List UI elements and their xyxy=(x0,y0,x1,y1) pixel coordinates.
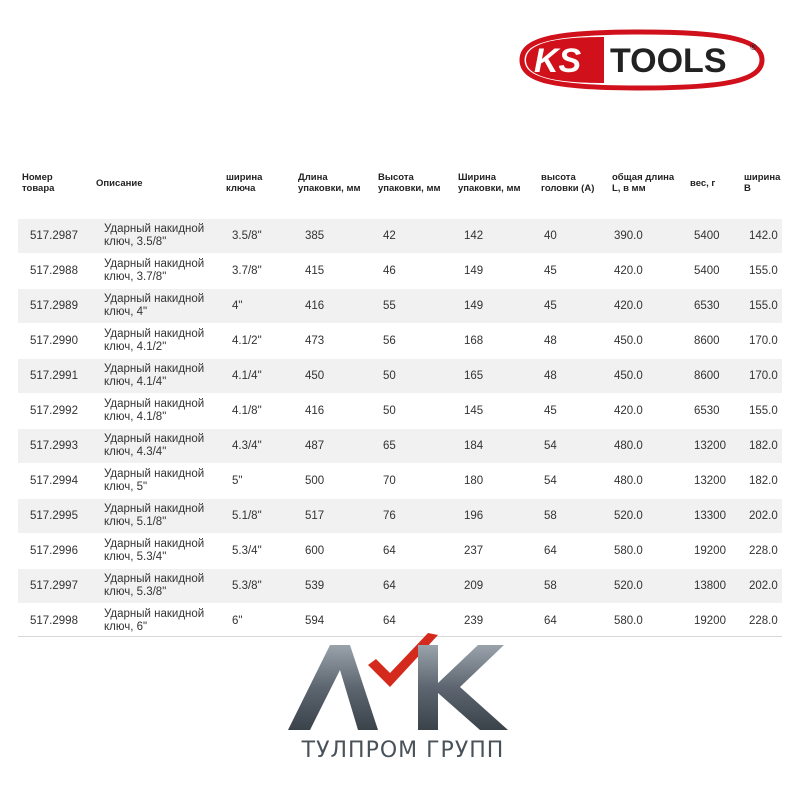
cell-total-length: 420.0 xyxy=(614,300,643,312)
table-row xyxy=(18,219,782,253)
table-row xyxy=(18,289,782,323)
cell-pack-length: 416 xyxy=(305,300,325,312)
cell-key-width: 4.1/4" xyxy=(232,370,262,382)
header-item-number-line1: Номер xyxy=(22,172,53,183)
cell-key-width: 5.3/4" xyxy=(232,545,262,557)
header-pack-width-line2: упаковки, мм xyxy=(458,183,521,194)
cell-head-height: 48 xyxy=(544,370,557,382)
cell-pack-width: 237 xyxy=(464,545,484,557)
cell-total-length: 390.0 xyxy=(614,230,643,242)
cell-description xyxy=(104,538,204,564)
cell-width-b: 170.0 xyxy=(749,335,778,347)
cell-key-width: 4" xyxy=(232,300,243,312)
description-line2: ключ, 4.1/8" xyxy=(104,411,167,423)
cell-width-b: 170.0 xyxy=(749,370,778,382)
description-line1: Ударный накидной xyxy=(104,398,205,410)
cell-description xyxy=(104,608,204,634)
cell-weight: 8600 xyxy=(694,370,720,382)
cell-pack-width: 142 xyxy=(464,230,484,242)
cell-total-length: 520.0 xyxy=(614,580,643,592)
cell-weight: 6530 xyxy=(694,405,720,417)
cell-description xyxy=(104,363,204,389)
amk-caption: ТУЛПРОМ ГРУПП xyxy=(301,738,505,763)
cell-head-height: 54 xyxy=(544,475,557,487)
header-pack-height-line1: Высота xyxy=(378,172,414,183)
header-pack-height-line2: упаковки, мм xyxy=(378,183,441,194)
cell-head-height: 45 xyxy=(544,405,557,417)
header-weight xyxy=(690,178,715,189)
cell-description xyxy=(104,293,204,319)
cell-pack-length: 450 xyxy=(305,370,325,382)
header-pack-length xyxy=(298,172,361,194)
cell-pack-length: 539 xyxy=(305,580,325,592)
description-line1: Ударный накидной xyxy=(104,468,205,480)
cell-weight: 5400 xyxy=(694,265,720,277)
cell-description xyxy=(104,433,204,459)
description-line2: ключ, 4.1/4" xyxy=(104,376,167,388)
cell-item-number: 517.2993 xyxy=(30,440,78,452)
header-pack-length-line2: упаковки, мм xyxy=(298,183,361,194)
description-line1: Ударный накидной xyxy=(104,608,205,620)
logo-ks-text: KS xyxy=(534,42,582,80)
description-line2: ключ, 5.3/8" xyxy=(104,586,167,598)
cell-weight: 5400 xyxy=(694,230,720,242)
cell-pack-width: 209 xyxy=(464,580,484,592)
cell-pack-width: 168 xyxy=(464,335,484,347)
description-line1: Ударный накидной xyxy=(104,363,205,375)
cell-pack-height: 46 xyxy=(383,265,396,277)
cell-width-b: 202.0 xyxy=(749,580,778,592)
cell-description xyxy=(104,223,204,249)
header-pack-width xyxy=(458,172,521,194)
cell-pack-width: 196 xyxy=(464,510,484,522)
cell-item-number: 517.2995 xyxy=(30,510,78,522)
header-weight-line1: вес, г xyxy=(690,178,716,189)
cell-total-length: 450.0 xyxy=(614,335,643,347)
logo-registered-mark: ® xyxy=(750,42,757,52)
cell-item-number: 517.2994 xyxy=(30,475,78,487)
cell-description xyxy=(104,398,204,424)
table-row xyxy=(18,534,782,568)
cell-item-number: 517.2989 xyxy=(30,300,78,312)
cell-pack-height: 50 xyxy=(383,405,396,417)
header-pack-width-line1: Ширина xyxy=(458,172,497,183)
cell-head-height: 45 xyxy=(544,265,557,277)
cell-width-b: 155.0 xyxy=(749,300,778,312)
description-line1: Ударный накидной xyxy=(104,223,205,235)
cell-pack-length: 500 xyxy=(305,475,325,487)
cell-total-length: 450.0 xyxy=(614,370,643,382)
description-line2: ключ, 4.1/2" xyxy=(104,341,167,353)
description-line1: Ударный накидной xyxy=(104,328,205,340)
header-total-length xyxy=(612,172,674,194)
cell-pack-height: 65 xyxy=(383,440,396,452)
header-total-length-line2: L, в мм xyxy=(612,183,646,194)
description-line2: ключ, 4.3/4" xyxy=(104,446,167,458)
cell-total-length: 520.0 xyxy=(614,510,643,522)
cell-pack-height: 42 xyxy=(383,230,396,242)
cell-weight: 19200 xyxy=(694,545,726,557)
description-line2: ключ, 5.3/4" xyxy=(104,551,167,563)
cell-pack-length: 517 xyxy=(305,510,325,522)
cell-total-length: 580.0 xyxy=(614,545,643,557)
header-key-width-line2: ключа xyxy=(226,183,256,194)
description-line2: ключ, 5.1/8" xyxy=(104,516,167,528)
cell-width-b: 155.0 xyxy=(749,405,778,417)
header-head-height-line1: высота xyxy=(541,172,576,183)
cell-weight: 13800 xyxy=(694,580,726,592)
header-pack-length-line1: Длина xyxy=(298,172,328,183)
cell-key-width: 3.7/8" xyxy=(232,265,262,277)
cell-total-length: 420.0 xyxy=(614,405,643,417)
cell-total-length: 420.0 xyxy=(614,265,643,277)
header-key-width-line1: ширина xyxy=(226,172,263,183)
cell-weight: 13200 xyxy=(694,475,726,487)
cell-weight: 13300 xyxy=(694,510,726,522)
cell-head-height: 58 xyxy=(544,580,557,592)
cell-pack-height: 56 xyxy=(383,335,396,347)
cell-key-width: 4.3/4" xyxy=(232,440,262,452)
cell-pack-height: 64 xyxy=(383,545,396,557)
cell-pack-height: 70 xyxy=(383,475,396,487)
header-width-b xyxy=(744,172,780,194)
description-line1: Ударный накидной xyxy=(104,503,205,515)
cell-key-width: 4.1/8" xyxy=(232,405,262,417)
cell-description xyxy=(104,503,204,529)
description-line2: ключ, 4" xyxy=(104,306,148,318)
cell-pack-height: 50 xyxy=(383,370,396,382)
description-line1: Ударный накидной xyxy=(104,538,205,550)
cell-key-width: 5" xyxy=(232,475,243,487)
cell-item-number: 517.2991 xyxy=(30,370,78,382)
cell-pack-length: 600 xyxy=(305,545,325,557)
cell-pack-length: 385 xyxy=(305,230,325,242)
cell-description xyxy=(104,573,204,599)
amk-tulprom-logo xyxy=(268,625,538,790)
cell-weight: 13200 xyxy=(694,440,726,452)
header-item-number-line2: товара xyxy=(22,183,55,194)
header-pack-height xyxy=(378,172,441,194)
cell-key-width: 5.1/8" xyxy=(232,510,262,522)
header-description-line1: Описание xyxy=(96,178,143,189)
cell-total-length: 480.0 xyxy=(614,440,643,452)
cell-width-b: 228.0 xyxy=(749,545,778,557)
cell-description xyxy=(104,468,204,494)
cell-width-b: 202.0 xyxy=(749,510,778,522)
cell-total-length: 480.0 xyxy=(614,475,643,487)
description-line2: ключ, 3.7/8" xyxy=(104,271,167,283)
cell-item-number: 517.2988 xyxy=(30,265,78,277)
cell-item-number: 517.2987 xyxy=(30,230,78,242)
cell-item-number: 517.2998 xyxy=(30,615,78,627)
cell-weight: 8600 xyxy=(694,335,720,347)
header-description xyxy=(96,178,143,189)
cell-head-height: 40 xyxy=(544,230,557,242)
cell-head-height: 64 xyxy=(544,545,557,557)
cell-width-b: 182.0 xyxy=(749,475,778,487)
cell-item-number: 517.2990 xyxy=(30,335,78,347)
table-row xyxy=(18,324,782,358)
cell-pack-length: 594 xyxy=(305,615,325,627)
header-total-length-line1: общая длина xyxy=(612,172,675,183)
cell-item-number: 517.2992 xyxy=(30,405,78,417)
cell-width-b: 228.0 xyxy=(749,615,778,627)
cell-key-width: 6" xyxy=(232,615,243,627)
table-row xyxy=(18,254,782,288)
cell-pack-width: 184 xyxy=(464,440,484,452)
description-line2: ключ, 5" xyxy=(104,481,148,493)
cell-pack-height: 64 xyxy=(383,580,396,592)
cell-weight: 19200 xyxy=(694,615,726,627)
table-row xyxy=(18,359,782,393)
description-line1: Ударный накидной xyxy=(104,293,205,305)
description-line1: Ударный накидной xyxy=(104,433,205,445)
table-row xyxy=(18,569,782,603)
ks-tools-logo xyxy=(512,28,768,92)
cell-weight: 6530 xyxy=(694,300,720,312)
description-line2: ключ, 3.5/8" xyxy=(104,236,167,248)
cell-head-height: 48 xyxy=(544,335,557,347)
cell-description xyxy=(104,258,204,284)
description-line1: Ударный накидной xyxy=(104,258,205,270)
table-row xyxy=(18,464,782,498)
cell-width-b: 182.0 xyxy=(749,440,778,452)
cell-head-height: 45 xyxy=(544,300,557,312)
header-item-number xyxy=(22,172,54,194)
cell-pack-height: 55 xyxy=(383,300,396,312)
table-row xyxy=(18,429,782,463)
cell-pack-height: 76 xyxy=(383,510,396,522)
cell-width-b: 155.0 xyxy=(749,265,778,277)
table-row xyxy=(18,499,782,533)
cell-key-width: 4.1/2" xyxy=(232,335,262,347)
cell-pack-width: 145 xyxy=(464,405,484,417)
cell-width-b: 142.0 xyxy=(749,230,778,242)
cell-pack-width: 149 xyxy=(464,265,484,277)
description-line2: ключ, 6" xyxy=(104,621,148,633)
cell-item-number: 517.2996 xyxy=(30,545,78,557)
header-width-b-line1: ширина xyxy=(744,172,781,183)
header-key-width xyxy=(226,172,262,194)
table-row xyxy=(18,394,782,428)
cell-item-number: 517.2997 xyxy=(30,580,78,592)
cell-pack-height: 64 xyxy=(383,615,396,627)
cell-pack-length: 416 xyxy=(305,405,325,417)
header-width-b-line2: B xyxy=(744,183,751,194)
header-head-height-line2: головки (A) xyxy=(541,183,595,194)
cell-pack-width: 165 xyxy=(464,370,484,382)
cell-head-height: 54 xyxy=(544,440,557,452)
cell-head-height: 58 xyxy=(544,510,557,522)
logo-tools-text: TOOLS xyxy=(610,42,727,80)
cell-key-width: 3.5/8" xyxy=(232,230,262,242)
cell-pack-width: 149 xyxy=(464,300,484,312)
cell-key-width: 5.3/8" xyxy=(232,580,262,592)
description-line1: Ударный накидной xyxy=(104,573,205,585)
cell-pack-width: 239 xyxy=(464,615,484,627)
cell-pack-width: 180 xyxy=(464,475,484,487)
cell-description xyxy=(104,328,204,354)
cell-head-height: 64 xyxy=(544,615,557,627)
cell-total-length: 580.0 xyxy=(614,615,643,627)
header-head-height xyxy=(541,172,594,194)
cell-pack-length: 473 xyxy=(305,335,325,347)
cell-pack-length: 487 xyxy=(305,440,325,452)
cell-pack-length: 415 xyxy=(305,265,325,277)
